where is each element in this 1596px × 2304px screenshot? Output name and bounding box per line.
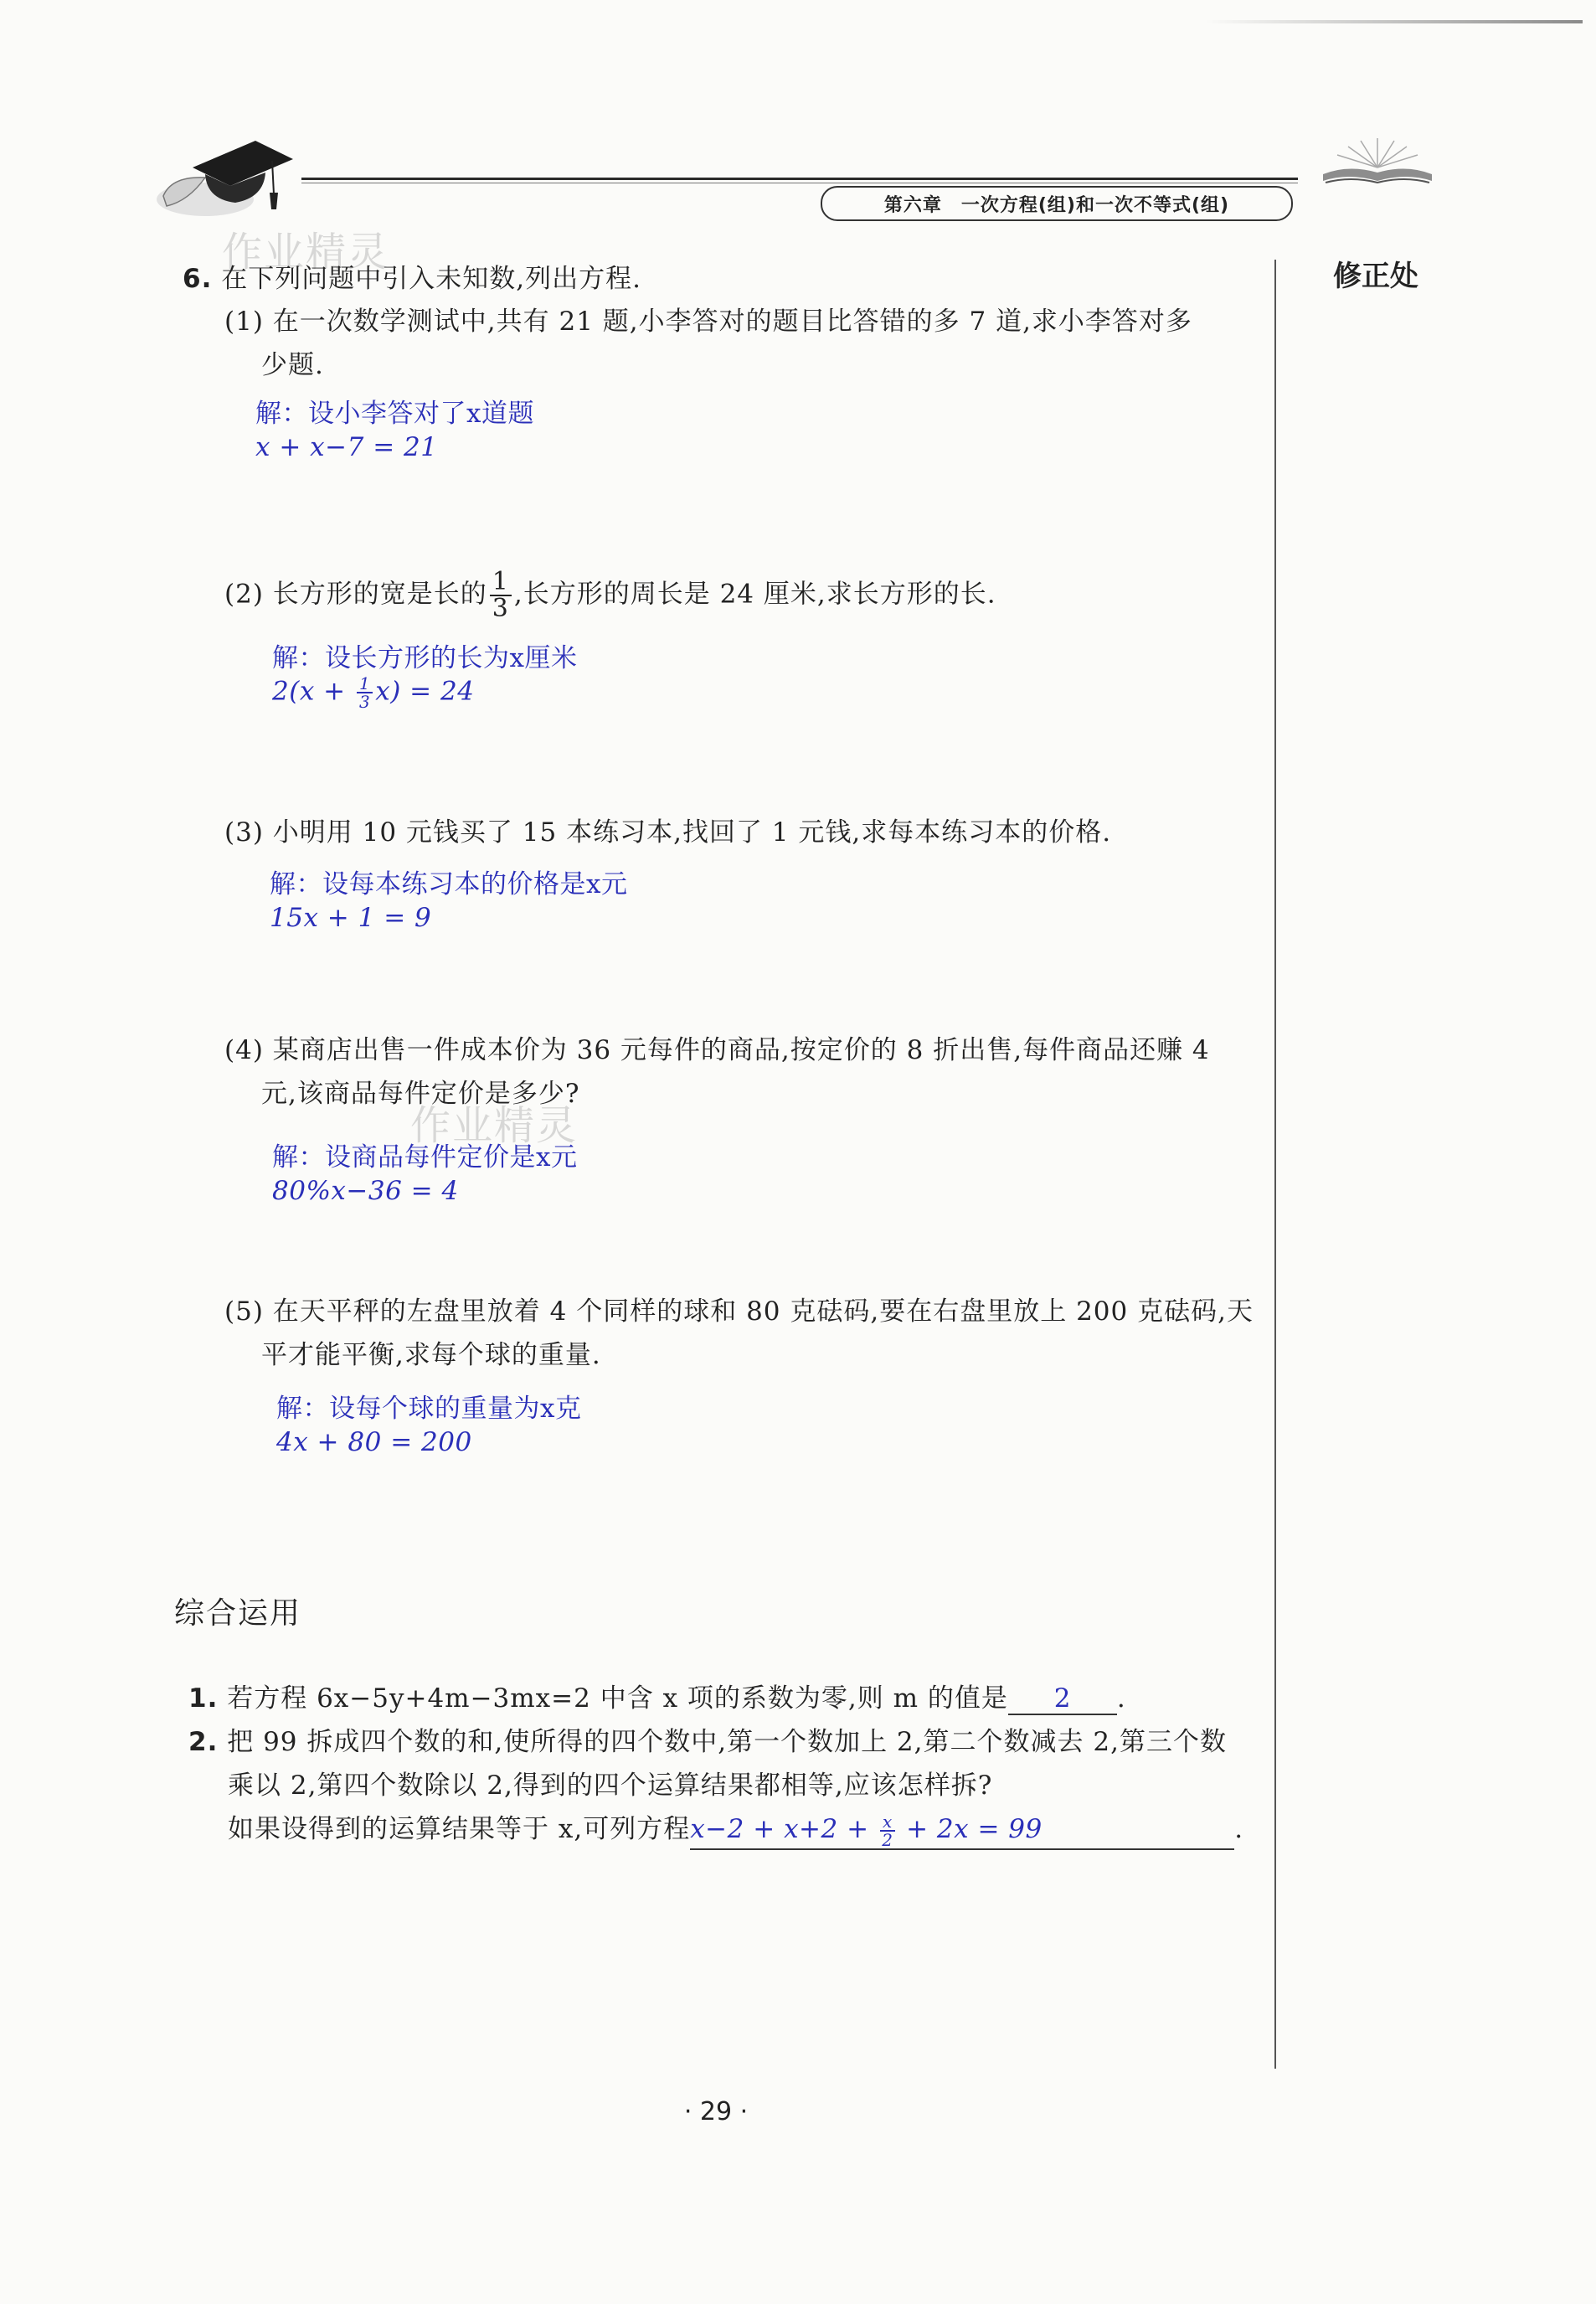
part-text: 长方形的宽是长的	[272, 579, 487, 610]
part-label: (3)	[224, 817, 264, 848]
question-text: 如果设得到的运算结果等于 x,可列方程	[228, 1814, 691, 1844]
section-question-2-line3	[228, 1807, 1243, 1850]
page-number: · 29 ·	[683, 2097, 749, 2126]
question-number: 1.	[188, 1683, 219, 1714]
part-2-answer-equation	[272, 675, 474, 710]
question-text: 若方程 6x−5y+4m−3mx=2 中含 x 项的系数为零,则 m 的值是	[227, 1683, 1008, 1714]
part-1-text-line2: 少题.	[261, 350, 324, 380]
part-5-answer-set: 解：设每个球的重量为x克	[276, 1394, 582, 1424]
part-4-answer-set: 解：设商品每件定价是x元	[272, 1142, 578, 1173]
fraction	[490, 567, 512, 623]
equation-part: + 2x = 99	[897, 1814, 1043, 1844]
part-4-text-line2: 元,该商品每件定价是多少?	[261, 1079, 580, 1109]
part-4-text	[224, 1028, 1210, 1066]
watermark: 作业精灵	[410, 1102, 579, 1149]
correction-column-title: 修正处	[1333, 260, 1418, 293]
graduation-cap-icon	[155, 126, 297, 226]
part-text: ,长方形的周长是 24 厘米,求长方形的长.	[513, 579, 996, 610]
answer-value: 2	[1053, 1683, 1071, 1714]
part-2-answer-set: 解：设长方形的长为x厘米	[272, 643, 578, 673]
punctuation: .	[1234, 1814, 1244, 1844]
chapter-label	[821, 186, 1293, 221]
fraction-denominator: 3	[358, 692, 371, 712]
part-label: (1)	[224, 307, 264, 337]
watermark: 作业精灵	[222, 229, 390, 276]
question-text: 在下列问题中引入未知数,列出方程.	[221, 264, 641, 294]
part-label: (5)	[224, 1296, 264, 1327]
part-1-answer-set: 解：设小李答对了x道题	[255, 399, 534, 429]
part-4-answer-equation: 80%x−36 = 4	[272, 1176, 459, 1206]
equation-part: 2(x +	[272, 676, 354, 707]
fraction-denominator: 3	[492, 594, 509, 623]
part-5-text	[224, 1290, 1254, 1327]
punctuation: .	[1116, 1683, 1126, 1714]
part-text: 某商店出售一件成本价为 36 元每件的商品,按定价的 8 折出售,每件商品还赚 4	[272, 1035, 1210, 1065]
section-title: 综合运用	[174, 1596, 302, 1631]
question-6-stem	[183, 257, 641, 295]
answer-blank	[1008, 1683, 1117, 1715]
part-label: (4)	[224, 1035, 264, 1065]
correction-column-divider	[1274, 260, 1276, 2069]
question-number: 2.	[188, 1727, 219, 1757]
part-5-text-line2: 平才能平衡,求每个球的重量.	[261, 1340, 601, 1370]
answer-blank	[690, 1813, 1234, 1850]
fraction-numerator: 1	[357, 675, 373, 693]
open-book-icon	[1319, 134, 1436, 193]
question-number: 6.	[183, 264, 213, 294]
part-3-answer-equation: 15x + 1 = 9	[270, 903, 432, 933]
fraction-numerator: x	[880, 1813, 895, 1832]
header-rule	[301, 178, 1298, 180]
part-text: 在天平秤的左盘里放着 4 个同样的球和 80 克砝码,要在右盘里放上 200 克砝码,天	[272, 1296, 1254, 1327]
fraction	[880, 1813, 895, 1848]
part-5-answer-equation: 4x + 80 = 200	[276, 1427, 472, 1457]
part-3-answer-set: 解：设每本练习本的价格是x元	[270, 869, 628, 899]
section-question-1	[188, 1677, 1126, 1715]
equation-part: x) = 24	[375, 676, 475, 707]
part-text: 在一次数学测试中,共有 21 题,小李答对的题目比答错的多 7 道,求小李答对多	[272, 307, 1192, 337]
part-2-text	[224, 567, 996, 623]
chapter-label-text: 第六章 一次方程(组)和一次不等式(组)	[883, 194, 1230, 216]
fraction-denominator: 2	[882, 1829, 893, 1850]
section-question-2-line1	[188, 1720, 1227, 1758]
section-question-2-line2: 乘以 2,第四个数除以 2,得到的四个运算结果都相等,应该怎样拆?	[228, 1771, 993, 1801]
answer-equation	[690, 1811, 1043, 1850]
fraction	[357, 675, 373, 710]
part-label: (2)	[224, 579, 264, 610]
part-3-text	[224, 811, 1111, 848]
part-1-answer-equation: x + x−7 = 21	[255, 432, 438, 462]
part-1-text	[224, 300, 1192, 338]
fraction-numerator: 1	[490, 570, 512, 596]
part-text: 小明用 10 元钱买了 15 本练习本,找回了 1 元钱,求每本练习本的价格.	[272, 817, 1112, 848]
equation-part: x−2 + x+2 +	[690, 1814, 878, 1844]
question-text: 把 99 拆成四个数的和,使所得的四个数中,第一个数加上 2,第二个数减去 2,第三个数	[227, 1727, 1227, 1757]
scan-edge-line	[1206, 20, 1583, 23]
